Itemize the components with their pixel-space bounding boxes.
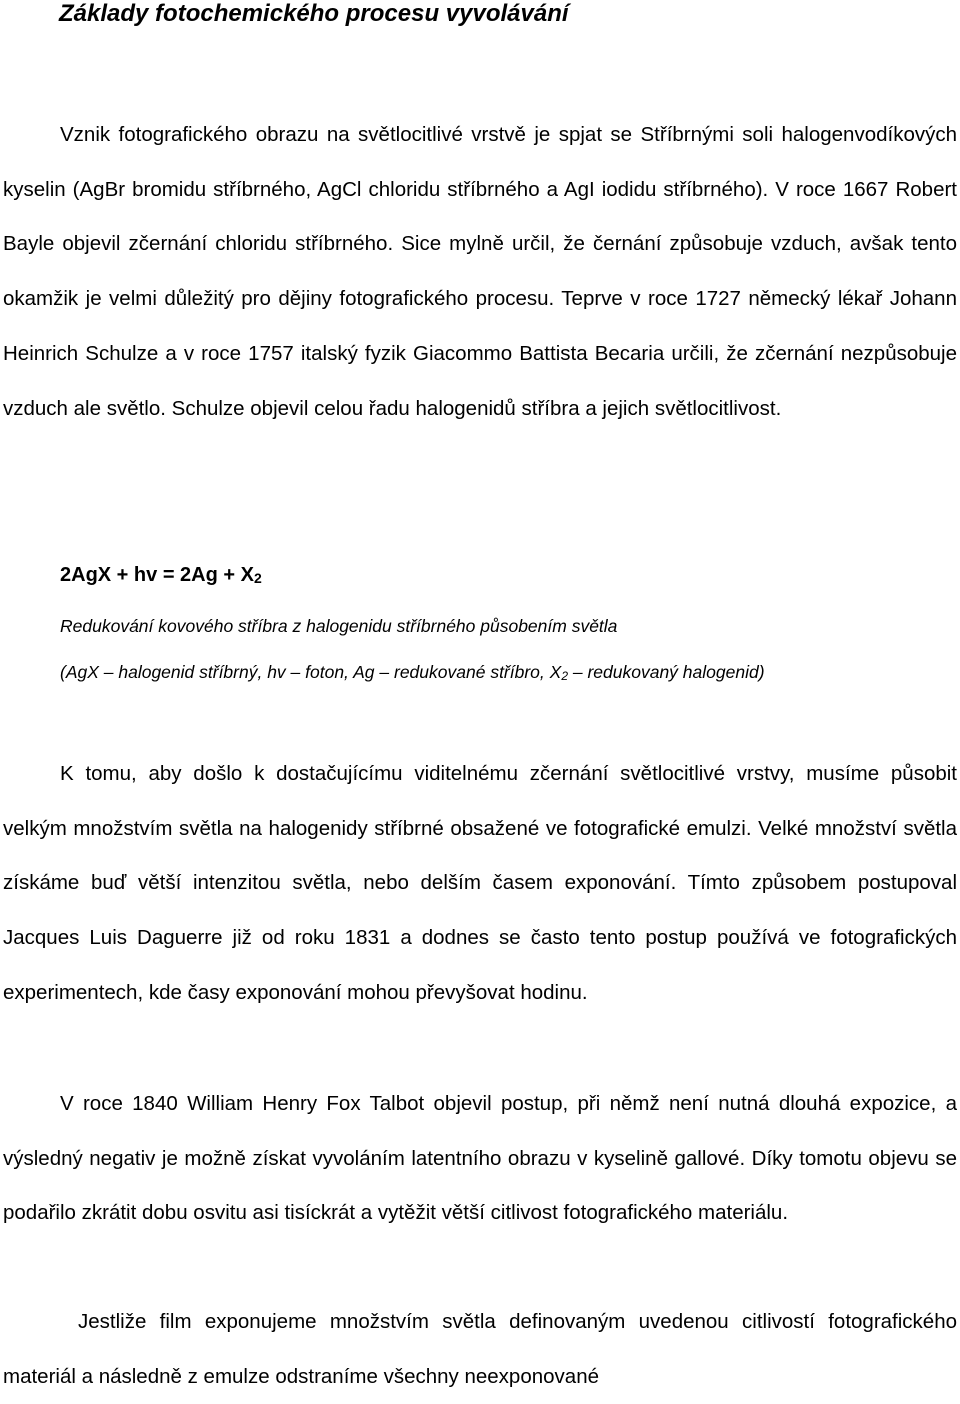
formula-legend	[3, 645, 960, 703]
paragraph-3: V roce 1840 William Henry Fox Talbot objevil postup, při němž není nutná dlouhá expozice, a výsledný negativ je možně získat vyvoláním latentního obrazu v kyselině gallové. Díky tomotu objevu se podařilo zkrátit dobu osvitu asi tisíckrát a vytěžit větší citlivost fotografického materiálu.	[3, 1092, 957, 1225]
formula-caption: Redukování kovového stříbra z halogenidu stříbrného působením světla	[60, 616, 618, 636]
legend-after: – redukovaný halogenid)	[568, 662, 765, 682]
chemical-formula	[3, 548, 960, 605]
legend-before: (AgX – halogenid stříbrný, hv – foton, Ag – redukované stříbro, X	[60, 662, 562, 682]
paragraph-4: Jestliže film exponujeme množstvím světla definovaným uvedenou citlivostí fotografického materiál a následně z emulze odstraníme všechny neexponované	[3, 1310, 957, 1388]
page-title: Základy fotochemického procesu vyvolávání	[59, 0, 569, 27]
legend-subscript: 2	[561, 669, 568, 683]
paragraph-2: K tomu, aby došlo k dostačujícímu viditelnému zčernání světlocitlivé vrstvy, musíme působit velkým množstvím světla na halogenidy stříbrné obsažené ve fotografické emulzi. Velké množství světla získáme buď větší intenzitou světla, nebo delším časem exponování. Tímto způsobem postupoval Jacques Luis Daguerre již od roku 1831 a dodnes se často tento postup používá ve fotografických experimentech, kde časy exponování mohou převyšovat hodinu.	[3, 762, 957, 1004]
formula-subscript: 2	[253, 570, 262, 586]
paragraph-1: Vznik fotografického obrazu na světlocitlivé vrstvě je spjat se Stříbrnými soli halogenvodíkových kyselin (AgBr bromidu stříbrného, AgCl chloridu stříbrného a AgI iodidu stříbrného). V roce 1667 Robert Bayle objevil zčernání chloridu stříbrného. Sice mylně určil, že černání způsobuje vzduch, avšak tento okamžik je velmi důležitý pro dějiny fotografického procesu. Teprve v roce 1727 německý lékař Johann Heinrich Schulze a v roce 1757 italský fyzik Giacommo Battista Becaria určili, že zčernání nezpůsobuje vzduch ale světlo. Schulze objevil celou řadu halogenidů stříbra a jejich světlocitlivost.	[3, 123, 957, 420]
formula-main: 2AgX + hv = 2Ag + X	[60, 564, 254, 586]
